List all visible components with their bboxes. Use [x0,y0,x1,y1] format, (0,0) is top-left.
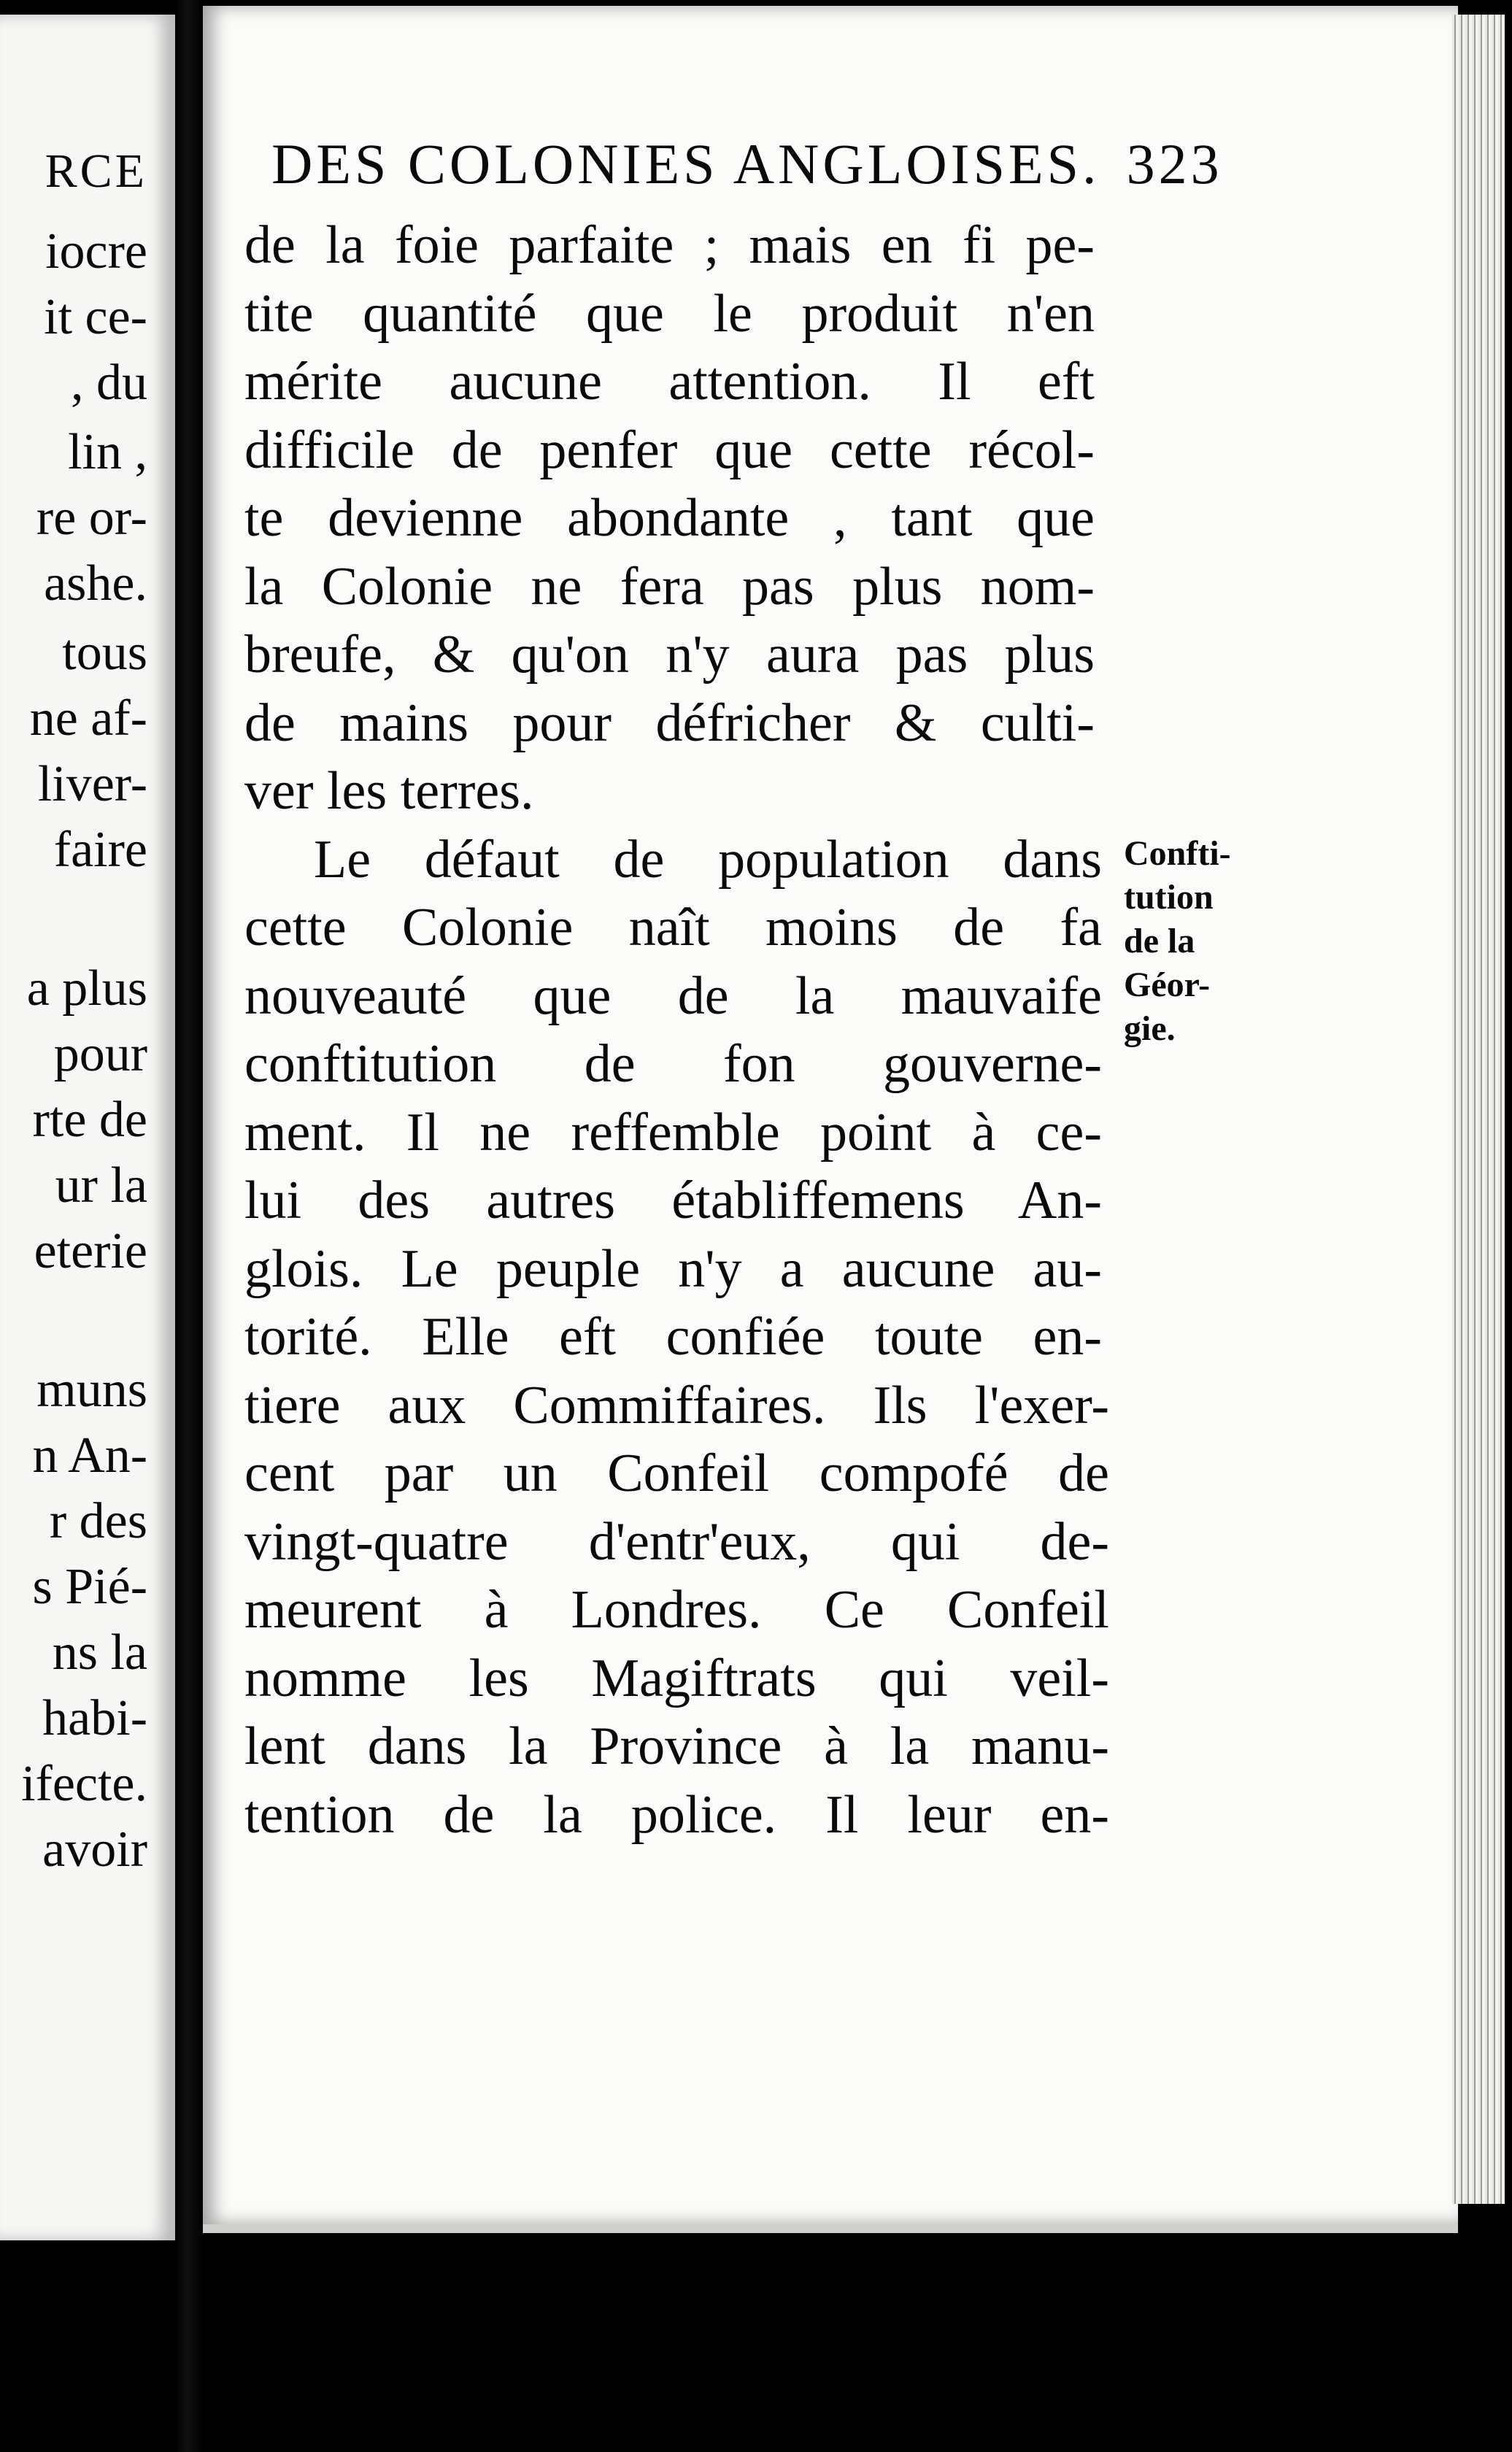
left-fragment: n An- [32,1427,147,1484]
text-line: tiere aux Commiffaires. Ils l'exer- [244,1375,1109,1435]
text-line: tention de la police. Il leur en- [244,1784,1109,1845]
text-line: glois. Le peuple n'y a aucune au- [244,1238,1102,1299]
left-fragment: ashe. [44,555,147,612]
left-fragment: muns [36,1362,147,1418]
text-line: de la foie parfaite ; mais en fi pe- [244,215,1095,275]
left-fragment: habi- [42,1690,147,1746]
text-line: ver les terres. [244,761,534,821]
text-line: tite quantité que le produit n'en [244,283,1095,344]
text-line: breufe, & qu'on n'y aura pas plus [244,625,1095,685]
left-fragment: faire [53,822,147,878]
left-fragment: pour [53,1026,147,1082]
left-fragment: ne af- [29,690,147,747]
left-fragment: ur la [55,1157,147,1214]
left-fragment: it ce- [44,289,147,345]
text-line: cent par un Confeil compofé de [244,1443,1109,1503]
text-line: la Colonie ne fera pas plus nom- [244,556,1095,617]
text-line: mérite aucune attention. Il eft [244,352,1095,412]
text-line: difficile de penfer que cette récol- [244,420,1095,480]
left-fragment: RCE [45,144,147,198]
text-line: conftitution de fon gouverne- [244,1034,1102,1094]
body-text [244,212,1109,1849]
text-line: torité. Elle eft confiée toute en- [244,1307,1102,1367]
left-fragment: r des [49,1493,147,1549]
margin-note [1124,832,1231,1051]
left-fragment: avoir [42,1821,147,1878]
text-line: Le défaut de population dans [314,829,1102,890]
page-bottom-edge [203,2224,1458,2233]
text-line: lui des autres établiffemens An- [244,1171,1102,1230]
margin-note-line: Confti- [1124,834,1231,873]
margin-note-line: gie. [1124,1009,1176,1048]
text-line: te devienne abondante , tant que [244,488,1095,548]
left-fragment: rte de [32,1092,147,1148]
left-fragment: liver- [37,756,147,812]
left-fragment: re or- [36,490,147,546]
text-line: meurent à Londres. Ce Confeil [244,1580,1109,1640]
margin-note-line: Géor- [1124,965,1211,1004]
text-line: de mains pour défricher & culti- [244,693,1095,753]
text-line: nouveauté que de la mauvaife [244,965,1102,1026]
left-fragment: a plus [26,960,147,1017]
page-stack-edge [1452,15,1505,2204]
text-line: ment. Il ne reffemble point à ce- [244,1102,1102,1163]
previous-page-fragment [0,15,175,2240]
text-line: lent dans la Province à la manu- [244,1716,1109,1776]
margin-note-line: tution [1124,878,1214,917]
left-fragment: ns la [52,1624,147,1681]
text-line: nomme les Magiftrats qui veil- [244,1648,1109,1708]
left-fragment: iocre [45,223,147,279]
left-fragment: ifecte. [21,1756,147,1812]
left-fragment: tous [62,625,147,681]
left-fragment: , du [71,355,147,411]
running-head-title: DES COLONIES ANGLOISES. [271,132,1100,196]
text-line: vingt-quatre d'entr'eux, qui de- [244,1511,1109,1572]
left-fragment: eterie [34,1223,147,1279]
margin-note-line: de la [1124,922,1195,960]
running-head [271,131,1223,197]
left-fragment: s Pié- [32,1559,147,1615]
page-number: 323 [1126,132,1223,196]
text-line: cette Colonie naît moins de fa [244,898,1102,957]
book-gutter [175,0,204,2452]
left-fragment: lin , [68,424,147,480]
